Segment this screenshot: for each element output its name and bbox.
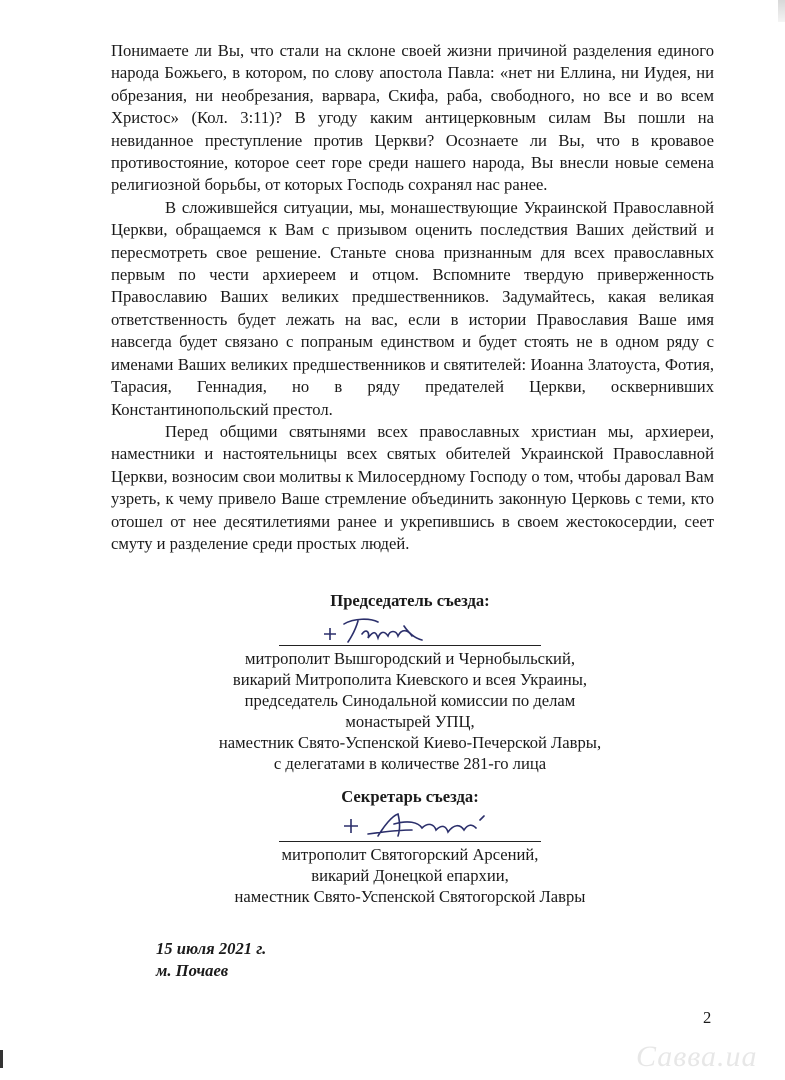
document-date: 15 июля 2021 г.: [156, 939, 267, 958]
paragraph-3: Перед общими святынями всех православных христиан мы, архиереи, наместники и настоятельницы всех святых обителей Украинской Православной Церкви, возносим свои молитвы к Милосердному Господу о том, чтобы даровал Вам узреть, к чему привело Ваше стремление объединить законную Церковь с теми, кто отошел от нее десятилетиями ранее и укрепившись в своем жестокосердии, сеет смуту и разделение среди простых людей.: [111, 421, 714, 553]
watermark: Савва.ua: [636, 1040, 758, 1073]
chairman-title-line: наместник Свято-Успенской Киево-Печерской Лавры,: [218, 733, 602, 752]
chairman-title-line: председатель Синодальной комиссии по делам монастырей УПЦ,: [244, 691, 576, 731]
chairman-titles: [200, 648, 620, 774]
secretary-title-line: викарий Донецкой епархии,: [311, 866, 509, 885]
secretary-titles: [200, 844, 620, 907]
page-number: 2: [703, 1008, 712, 1027]
paragraph-1: Понимаете ли Вы, что стали на склоне своей жизни причиной разделения единого народа Божьего, в котором, по слову апостола Павла: «нет ни Еллина, ни Иудея, ни обрезания, ни необрезания, варвара, Скифа, раба, свободного, но все и во всем Христос» (Кол. 3:11)? В угоду каким антицерковным силам Вы пошли на невиданное преступление против Церкви? Осознаете ли Вы, что в кровавое противостояние, которое сеет горе среди нашего народа, Вы внесли новые семена религиозной борьбы, от которых Господь сохранял нас ранее.: [111, 41, 714, 195]
chairman-title-line: митрополит Вышгородский и Чернобыльский,: [245, 649, 575, 668]
secretary-heading: Секретарь съезда:: [341, 787, 479, 806]
scan-corner-mark: [778, 0, 785, 22]
secretary-signature: [338, 806, 498, 844]
secretary-signature-line: [279, 841, 541, 842]
paragraph-2: В сложившейся ситуации, мы, монашествующие Украинской Православной Церкви, обращаемся к Вам с призывом оценить последствия Ваших действий и пересмотреть свое решение. Станьте снова признанным для всех православных первым по чести архиереем и отцом. Вспомните твердую приверженность Православию Ваших великих предшественников. Задумайтесь, какая великая ответственность будет лежать на вас, если в истории Православия Ваше имя навсегда будет связано с попраным единством и будет стоять не в одном ряду с именами Ваших великих предшественников и святителей: Иоанна Златоуста, Фотия, Тарасия, Геннадия, но в ряду предателей Церкви, осквернивших Константинопольский престол.: [111, 197, 714, 419]
letter-body: [111, 40, 714, 555]
chairman-signature-line: [279, 645, 541, 646]
chairman-title-line: с делегатами в количестве 281-го лица: [273, 754, 547, 773]
secretary-title-line: митрополит Святогорский Арсений,: [281, 845, 539, 864]
document-place: м. Почаев: [156, 961, 229, 980]
chairman-title-line: викарий Митрополита Киевского и всея Украины,: [232, 670, 588, 689]
date-place: [156, 938, 266, 982]
scan-edge-mark: [0, 1050, 3, 1068]
chairman-heading: Председатель съезда:: [330, 591, 490, 610]
secretary-title-line: наместник Свято-Успенской Святогорской Лавры: [234, 887, 586, 906]
chairman-signature: [318, 610, 430, 646]
